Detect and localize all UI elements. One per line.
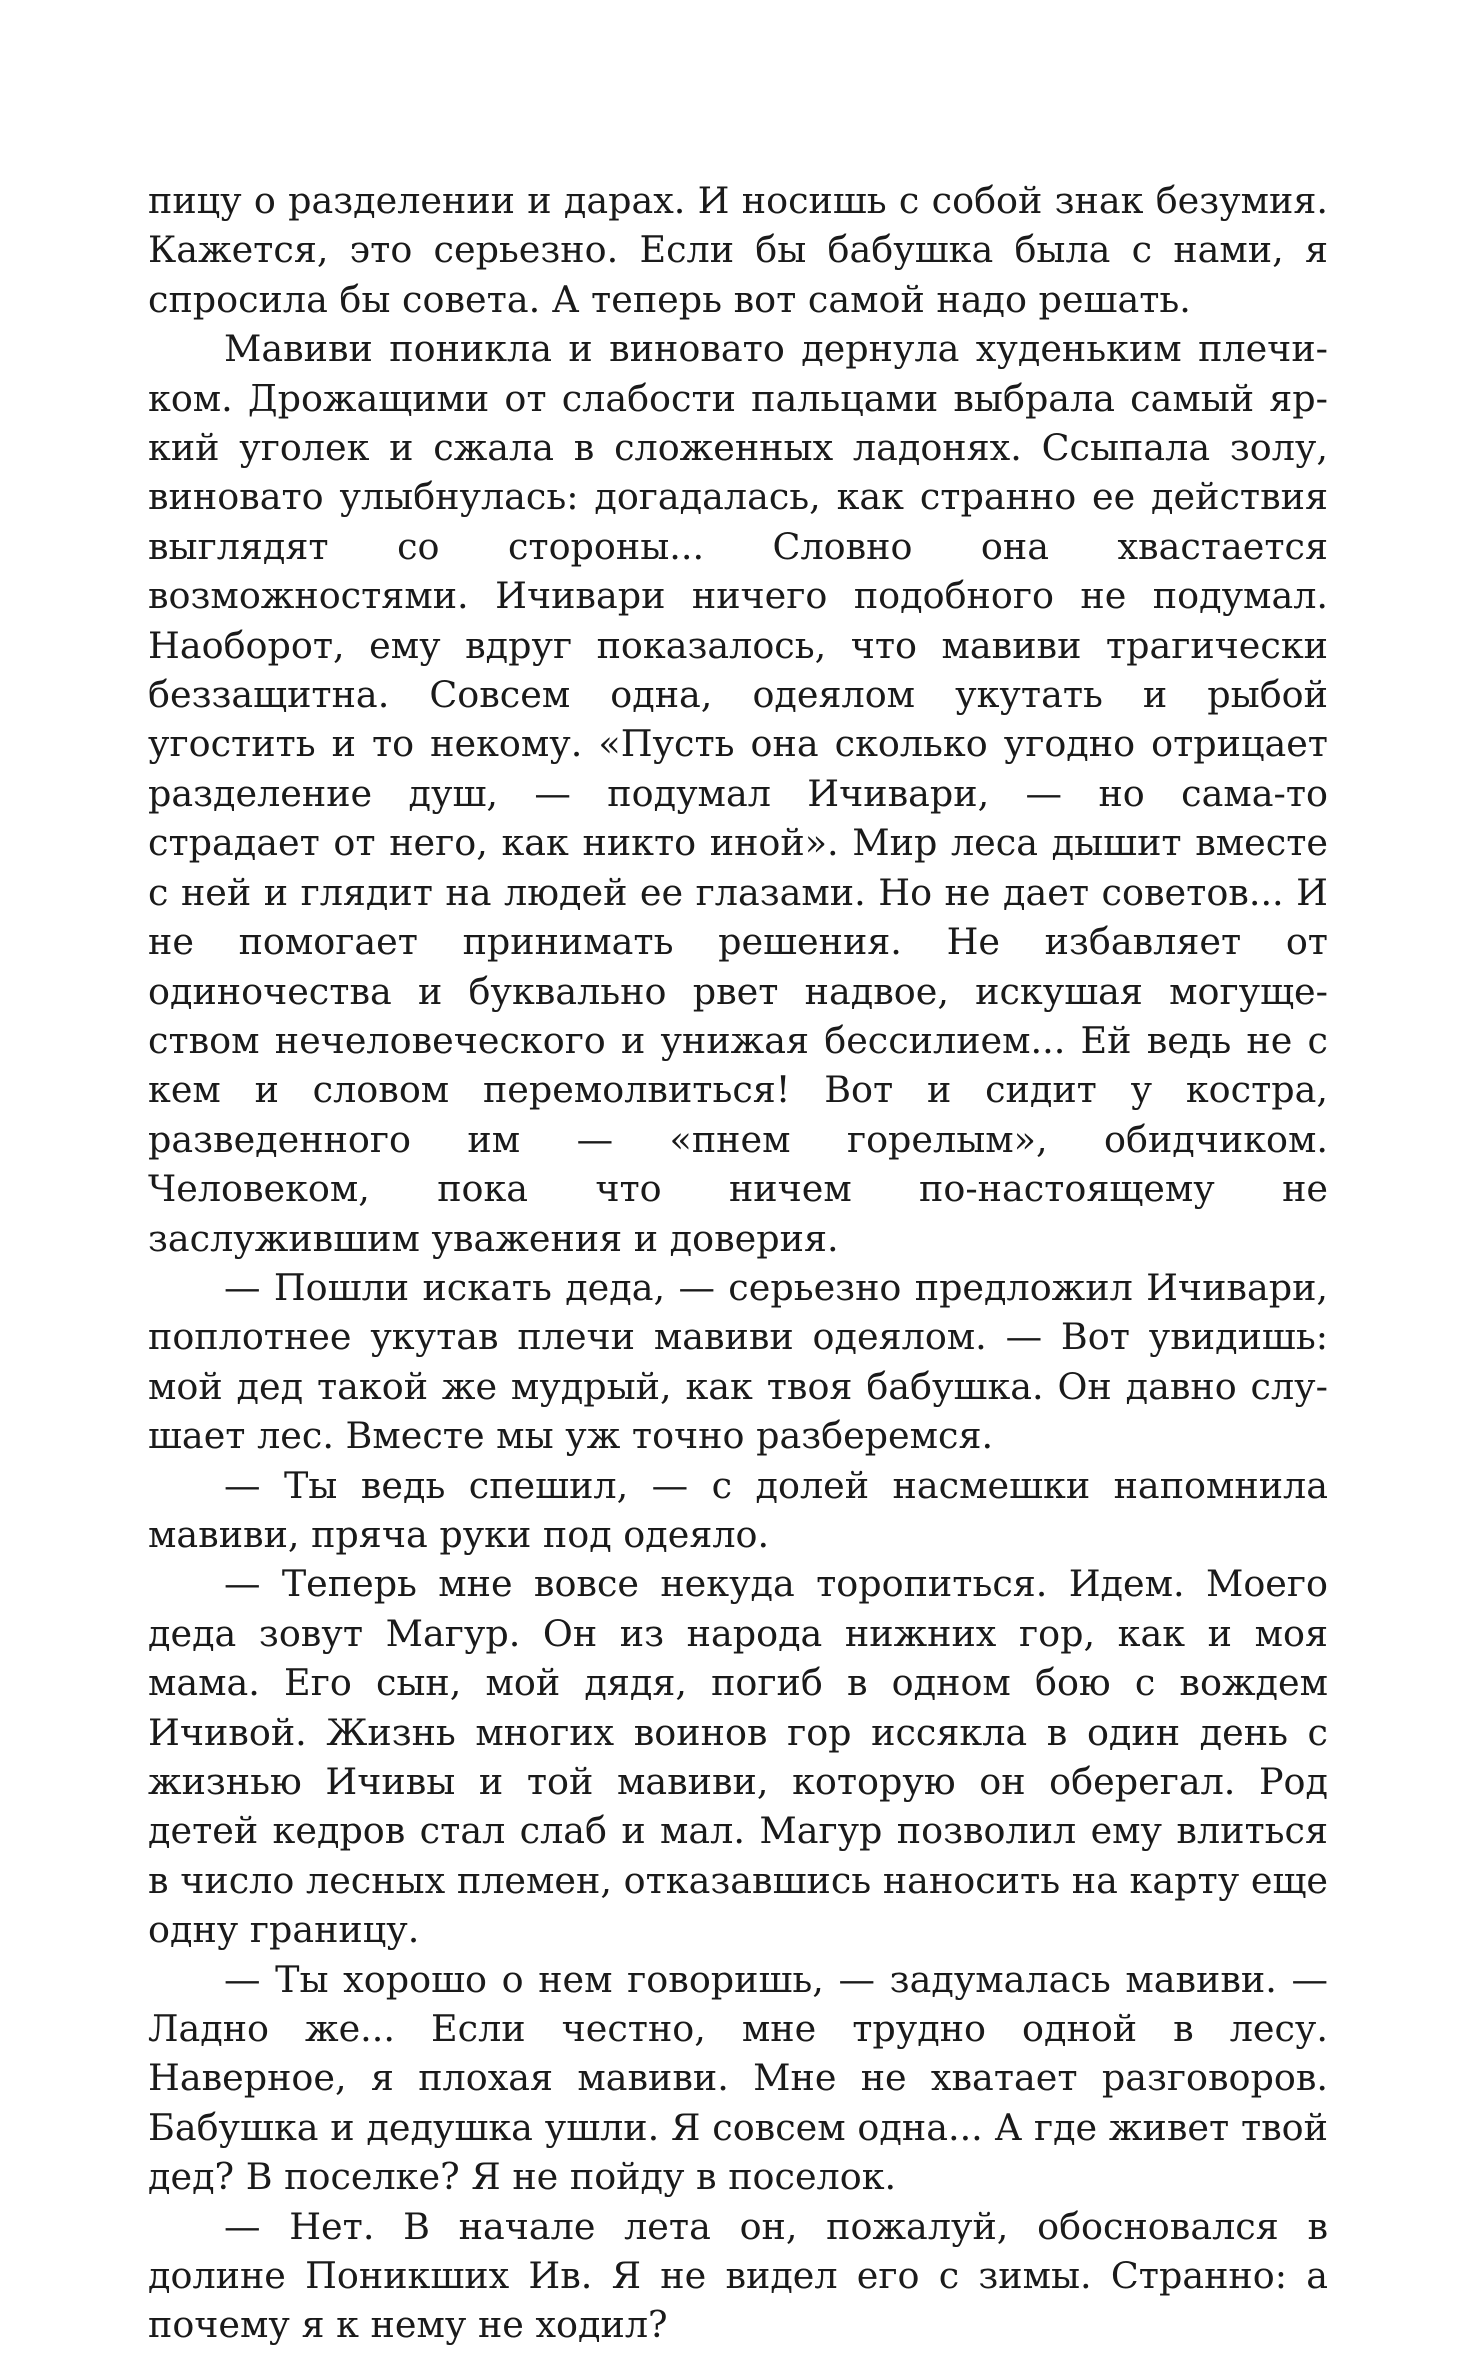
paragraph: Мавиви поникла и виновато дернула худеньким плечиком. Дрожащими от слабости пальцами выбрала самый яркий уголек и сжала в сложенных ладонях. Ссыпала золу, виновато улыбнулась: догадалась, как странно ее действия выглядят со стороны... Словно она хвастается возможностями. Ичивари ничего подобного не подумал. Наоборот, ему вдруг показалось, что мавиви трагически беззащитна. Совсем одна, одеялом укутать и рыбой угостить и то некому. «Пусть она сколько угодно отрицает разделение душ, — подумал Ичивари, — но сама-то страдает от него, как никто иной». Мир леса дышит вместе с ней и глядит на людей ее глазами. Но не дает советов... И не помогает принимать решения. Не избавляет от одиночества и буквально рвет надвое, искушая могуществом нечеловеческого и унижая бессилием... Ей ведь не с кем и словом перемолвиться! Вот и сидит у костра, разведенного им — «пнем горелым», обидчиком. Человеком, пока что ничем по-настоящему не заслужившим уважения и доверия. — [148, 327, 1328, 1260]
paragraph: пицу о разделении и дарах. И носишь с собой знак безумия. Кажется, это серьезно. Если бы бабушка была с нами, я спросила бы совета. А теперь вот самой надо решать. — [148, 179, 1328, 321]
paragraph: — Пошли искать деда, — серьезно предложил Ичивари, поплотнее укутав плечи мавиви одеялом. — Вот увидишь: мой дед такой же мудрый, как твоя бабушка. Он давно слушает лес. Вместе мы уж точно разберемся. — [148, 1265, 1328, 1458]
paragraph: — Ты ведь спешил, — с долей насмешки напомнила мавиви, пряча руки под одеяло. — [148, 1463, 1328, 1556]
page-body — [148, 176, 1328, 2350]
paragraph: — Нет. В начале лета он, пожалуй, обосновался в долине Поникших Ив. Я не видел его с зимы. Странно: а почему я к нему не ходил? — [148, 2204, 1328, 2347]
paragraph: — Теперь мне вовсе некуда торопиться. Идем. Моего деда зовут Магур. Он из народа нижних гор, как и моя мама. Его сын, мой дядя, погиб в одном бою с вождем Ичивой. Жизнь многих воинов гор иссякла в один день с жизнью Ичивы и той мавиви, которую он оберегал. Род детей кедров стал слаб и мал. Магур позволил ему влиться в число лесных племен, отказавшись наносить на карту еще одну границу. — [148, 1562, 1328, 1952]
paragraph: — Ты хорошо о нем говоришь, — задумалась мавиви. — Ладно же... Если честно, мне трудно одной в лесу. Наверное, я плохая мавиви. Мне не хватает разговоров. Бабушка и дедушка ушли. Я совсем одна... А где живет твой дед? В поселке? Я не пойду в поселок. — [148, 1957, 1328, 2199]
